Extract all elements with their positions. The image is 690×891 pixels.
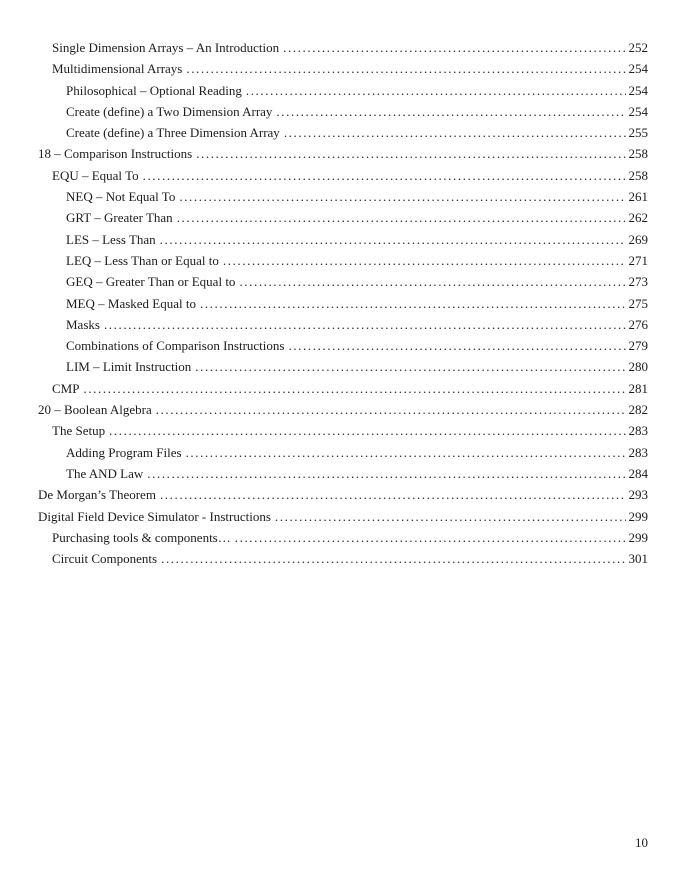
toc-entry-title: MEQ – Masked Equal to <box>66 295 196 311</box>
toc-dot-leader <box>177 207 626 228</box>
toc-entry-page: 280 <box>628 359 648 375</box>
toc-entry-page: 281 <box>628 380 648 396</box>
toc-entry-title: NEQ – Not Equal To <box>66 189 176 205</box>
toc-entry[interactable] <box>38 165 648 186</box>
toc-entry-title: Create (define) a Three Dimension Array <box>66 125 280 141</box>
toc-entry-title: LIM – Limit Instruction <box>66 359 192 375</box>
toc-entry[interactable] <box>38 186 648 207</box>
toc-entry-page: 271 <box>628 252 648 268</box>
toc-entry-page: 269 <box>628 231 648 247</box>
toc-entry[interactable] <box>38 101 648 122</box>
toc-entry-title: Multidimensional Arrays <box>52 61 183 77</box>
toc-dot-leader <box>179 186 625 207</box>
toc-dot-leader <box>143 165 626 186</box>
toc-dot-leader <box>109 420 625 441</box>
toc-entry[interactable] <box>38 58 648 79</box>
toc-entry-page: 258 <box>628 167 648 183</box>
toc-dot-leader <box>276 101 625 122</box>
toc-entry-title: De Morgan’s Theorem <box>38 487 156 503</box>
toc-dot-leader <box>161 548 625 569</box>
toc-entry-title: EQU – Equal To <box>52 167 139 183</box>
toc-entry-page: 262 <box>628 210 648 226</box>
toc-entry-page: 255 <box>628 125 648 141</box>
toc-dot-leader <box>284 122 626 143</box>
toc-entry[interactable] <box>38 335 648 356</box>
toc-entry[interactable] <box>38 420 648 441</box>
toc-entry-title: LES – Less Than <box>66 231 156 247</box>
toc-entry-title: 20 – Boolean Algebra <box>38 402 152 418</box>
toc-entry[interactable] <box>38 207 648 228</box>
toc-entry[interactable] <box>38 293 648 314</box>
toc-entry-title: CMP <box>52 380 80 396</box>
toc-entry[interactable] <box>38 271 648 292</box>
toc-dot-leader <box>160 484 626 505</box>
toc-entry-title: GEQ – Greater Than or Equal to <box>66 274 236 290</box>
toc-entry-page: 261 <box>628 189 648 205</box>
toc-entry[interactable] <box>38 378 648 399</box>
toc-entry-page: 301 <box>628 551 648 567</box>
toc-entry-page: 279 <box>628 338 648 354</box>
page-number: 10 <box>635 835 648 850</box>
toc-entry[interactable] <box>38 506 648 527</box>
toc-entry-title: The AND Law <box>66 465 144 481</box>
toc-entry[interactable] <box>38 143 648 164</box>
toc-entry[interactable] <box>38 250 648 271</box>
toc-entry-title: Single Dimension Arrays – An Introduction <box>52 40 280 55</box>
toc-dot-leader <box>288 335 625 356</box>
toc-dot-leader <box>235 527 626 548</box>
toc-entry[interactable] <box>38 484 648 505</box>
toc-dot-leader <box>223 250 626 271</box>
toc-entry-page: 258 <box>628 146 648 162</box>
toc-dot-leader <box>195 356 625 377</box>
toc-dot-leader <box>104 314 626 335</box>
page-footer <box>635 835 648 850</box>
toc-dot-leader <box>246 80 626 101</box>
toc-dot-leader <box>186 58 625 79</box>
toc-entry-page: 282 <box>628 402 648 418</box>
toc-dot-leader <box>239 271 625 292</box>
toc-entry-page: 276 <box>628 316 648 332</box>
toc-dot-leader <box>275 506 626 527</box>
toc-dot-leader <box>147 463 625 484</box>
toc-entry[interactable] <box>38 80 648 101</box>
toc-entry[interactable] <box>38 527 648 548</box>
toc-entry[interactable] <box>38 399 648 420</box>
toc-entry-page: 283 <box>628 423 648 439</box>
table-of-contents <box>38 37 648 569</box>
toc-dot-leader <box>186 442 626 463</box>
toc-entry-title: Masks <box>66 316 100 332</box>
toc-dot-leader <box>83 378 625 399</box>
toc-entry-title: Philosophical – Optional Reading <box>66 82 242 98</box>
toc-entry-title: LEQ – Less Than or Equal to <box>66 252 219 268</box>
toc-entry-page: 299 <box>628 508 648 524</box>
toc-entry[interactable] <box>38 314 648 335</box>
toc-dot-leader <box>156 399 626 420</box>
toc-dot-leader <box>160 229 626 250</box>
toc-entry[interactable] <box>38 356 648 377</box>
toc-entry-title: 18 – Comparison Instructions <box>38 146 193 162</box>
toc-entry-page: 284 <box>628 465 648 481</box>
toc-entry[interactable] <box>38 442 648 463</box>
toc-entry-title: Circuit Components <box>52 551 158 567</box>
toc-entry-title: Adding Program Files <box>66 444 182 460</box>
toc-entry-title: Create (define) a Two Dimension Array <box>66 103 273 119</box>
toc-entry-page: 293 <box>628 487 648 503</box>
toc-dot-leader <box>283 37 625 58</box>
toc-entry-page: 254 <box>628 103 648 119</box>
toc-dot-leader <box>196 143 625 164</box>
toc-entry[interactable] <box>38 463 648 484</box>
toc-entry-page: 254 <box>628 61 648 77</box>
toc-entry[interactable] <box>38 229 648 250</box>
toc-entry-page: 275 <box>628 295 648 311</box>
toc-entry[interactable] <box>38 37 648 58</box>
toc-entry[interactable] <box>38 122 648 143</box>
toc-entry-page: 254 <box>628 82 648 98</box>
toc-entry-title: The Setup <box>52 423 106 439</box>
toc-entry-title: Purchasing tools & components… <box>52 529 231 545</box>
toc-dot-leader <box>200 293 626 314</box>
toc-entry[interactable] <box>38 548 648 569</box>
toc-entry-page: 283 <box>628 444 648 460</box>
toc-entry-page: 299 <box>628 529 648 545</box>
toc-entry-title: Combinations of Comparison Instructions <box>66 338 285 354</box>
toc-entry-title: GRT – Greater Than <box>66 210 173 226</box>
toc-entry-page: 252 <box>628 40 648 55</box>
toc-entry-page: 273 <box>628 274 648 290</box>
toc-entry-title: Digital Field Device Simulator - Instructions <box>38 508 271 524</box>
